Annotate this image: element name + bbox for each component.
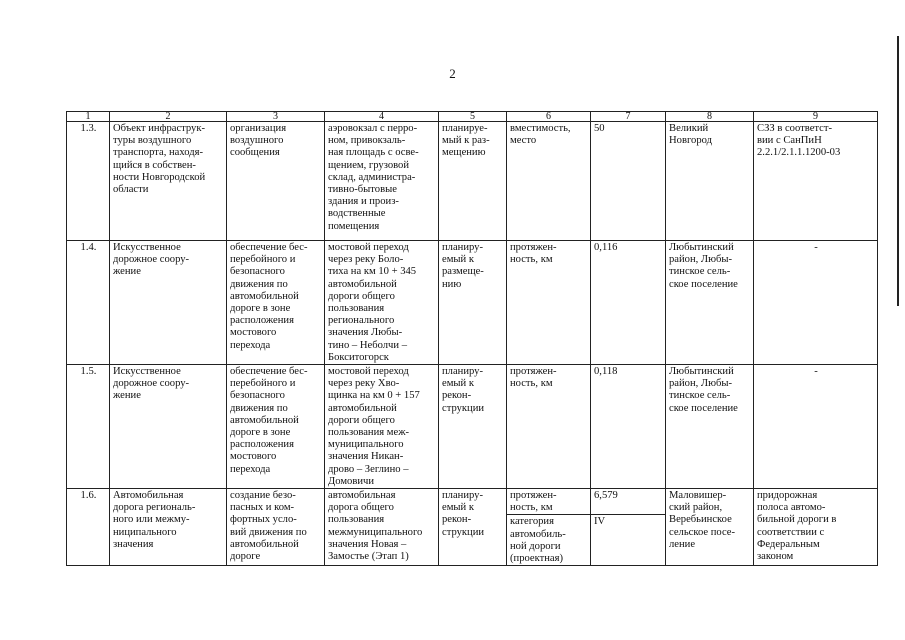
page-number: 2 bbox=[449, 66, 456, 81]
object-characteristic: вместимость, место bbox=[507, 122, 591, 241]
object-name: Автомобильная дорога региональ- ного или межму- ниципального значения bbox=[110, 489, 227, 566]
object-characteristic: протяжен- ность, км bbox=[507, 365, 591, 489]
object-description: аэровокзал с перро- ном, привокзаль- ная площадь с осве- щением, грузовой склад, администра- тивно-бытовые здания и произ- водственные помещения bbox=[325, 122, 439, 241]
column-number: 2 bbox=[110, 112, 227, 122]
object-zone: - bbox=[754, 365, 878, 489]
object-characteristic: категория автомобиль- ной дороги (проектная) bbox=[507, 515, 591, 566]
object-value: 50 bbox=[591, 122, 666, 241]
object-table bbox=[66, 111, 878, 566]
column-number: 8 bbox=[666, 112, 754, 122]
object-purpose: создание безо- пасных и ком- фортных усло- вий движения по автомобильной дороге bbox=[227, 489, 325, 566]
object-purpose: обеспечение бес- перебойного и безопасного движения по автомобильной дороге в зоне расположения мостового перехода bbox=[227, 365, 325, 489]
object-description: автомобильная дорога общего пользования межмуниципального значения Новая – Замостье (Этап 1) bbox=[325, 489, 439, 566]
object-name: Искусственное дорожное соору- жение bbox=[110, 241, 227, 365]
object-location: Великий Новгород bbox=[666, 122, 754, 241]
object-status: планиру- емый к рекон- струкции bbox=[439, 489, 507, 566]
row-number: 1.3. bbox=[67, 122, 110, 241]
object-characteristic: протяжен- ность, км bbox=[507, 241, 591, 365]
object-name: Искусственное дорожное соору- жение bbox=[110, 365, 227, 489]
column-number: 6 bbox=[507, 112, 591, 122]
column-number: 9 bbox=[754, 112, 878, 122]
object-status: планируе- мый к раз- мещению bbox=[439, 122, 507, 241]
object-value: 0,118 bbox=[591, 365, 666, 489]
object-location: Маловишер- ский район, Веребьинское сельское посе- ление bbox=[666, 489, 754, 566]
column-number: 5 bbox=[439, 112, 507, 122]
object-description: мостовой переход через реку Боло- тиха на км 10 + 345 автомобильной дороги общего пользования регионального значения Любы- тино – Неболчи – Бокситогорск bbox=[325, 241, 439, 365]
table-row bbox=[67, 489, 878, 515]
object-value: 0,116 bbox=[591, 241, 666, 365]
table-row bbox=[67, 241, 878, 365]
row-number: 1.4. bbox=[67, 241, 110, 365]
object-purpose: организация воздушного сообщения bbox=[227, 122, 325, 241]
object-zone: - bbox=[754, 241, 878, 365]
object-status: планиру- емый к размеще- нию bbox=[439, 241, 507, 365]
table-row bbox=[67, 365, 878, 489]
object-location: Любытинский район, Любы- тинское сель- ское поселение bbox=[666, 365, 754, 489]
column-number: 3 bbox=[227, 112, 325, 122]
object-value: 6,579 bbox=[591, 489, 666, 515]
table-row bbox=[67, 122, 878, 241]
object-zone: СЗЗ в соответст- вии с СанПиН 2.2.1/2.1.1.1200-03 bbox=[754, 122, 878, 241]
row-number: 1.6. bbox=[67, 489, 110, 566]
column-number: 4 bbox=[325, 112, 439, 122]
object-description: мостовой переход через реку Хво- щинка на км 0 + 157 автомобильной дороги общего пользования меж- муниципального значения Никан- дрово – Зеглино – Домовичи bbox=[325, 365, 439, 489]
object-name: Объект инфраструк- туры воздушного транспорта, находя- щийся в собствен- ности Новгородской области bbox=[110, 122, 227, 241]
object-zone: придорожная полоса автомо- бильной дороги в соответствии с Федеральным законом bbox=[754, 489, 878, 566]
object-value: IV bbox=[591, 515, 666, 566]
row-number: 1.5. bbox=[67, 365, 110, 489]
column-number: 7 bbox=[591, 112, 666, 122]
object-characteristic: протяжен- ность, км bbox=[507, 489, 591, 515]
column-number: 1 bbox=[67, 112, 110, 122]
object-status: планиру- емый к рекон- струкции bbox=[439, 365, 507, 489]
object-location: Любытинский район, Любы- тинское сель- ское поселение bbox=[666, 241, 754, 365]
object-purpose: обеспечение бес- перебойного и безопасного движения по автомобильной дороге в зоне расположения мостового перехода bbox=[227, 241, 325, 365]
column-number-row bbox=[67, 112, 878, 122]
